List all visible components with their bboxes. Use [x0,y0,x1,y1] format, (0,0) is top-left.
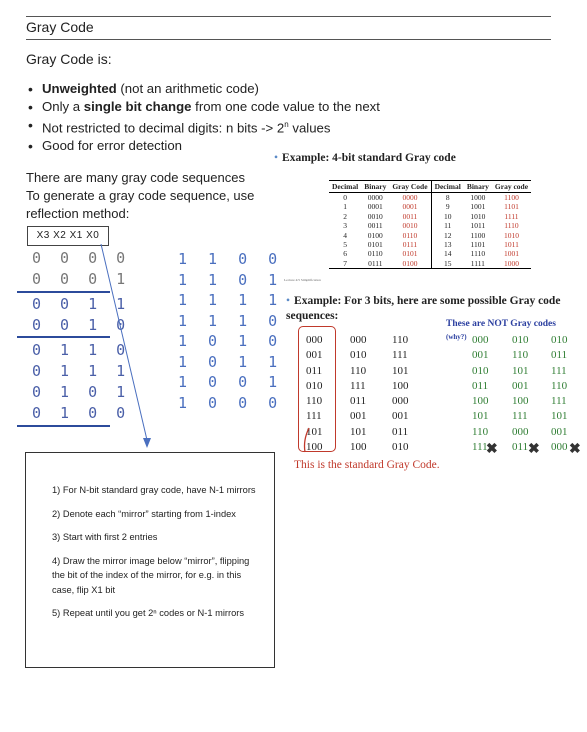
table-cell: 1100 [470,230,486,240]
table-cell: 1111 [504,211,519,221]
bullet-item: • Only a single bit change from one code value to the next [26,98,380,116]
table-cell: 0010 [402,221,418,231]
code-row: 010 [551,334,568,346]
table-cell: 1010 [503,230,519,240]
table-cell: 1010 [470,211,486,221]
table-cell: 3 [343,221,347,231]
bullet-item: • Good for error detection [26,137,380,155]
table-cell: 0111 [361,259,389,269]
table-header: Gray Code [389,181,431,193]
table-cell: 2 [343,211,347,221]
code-row: 001 [392,410,409,423]
table-cell: 0100 [389,259,431,269]
code-row: 1 0 1 1 [178,352,284,371]
code-row: 010 [392,441,409,454]
table-row [329,193,531,203]
standard-gray-code-note: This is the standard Gray Code. [294,459,440,471]
code-row: 111 [512,410,528,423]
table-cell: 1100 [504,193,519,202]
lecture-footer: Lecture 4/5 Simplification [284,278,321,282]
code-row: 0 1 1 0 [32,341,131,359]
example2-title: • Example: For 3 bits, here are some possible Gray code sequences: [286,295,561,322]
code-row: 111 [551,395,567,408]
code-row: 101 [512,364,529,377]
table-cell: 0011 [402,211,418,221]
table-cell: 0110 [402,230,418,240]
code-row: 0 1 0 0 [32,404,131,422]
bullet-dot-icon: • [274,152,279,164]
code-row: 111 [472,441,488,454]
code-row: 011 [392,425,409,438]
code-row: 110 [512,349,529,362]
step-item: 1) For N-bit standard gray code, have N-1 mirrors [52,485,256,495]
table-cell: 1001 [470,202,486,212]
table-cell: 1000 [492,259,531,269]
table-cell: 1001 [503,249,519,259]
code-row: 001 [551,425,568,438]
bullet-item: • Not restricted to decimal digits: n bits -> $2^n$ values [26,116,380,137]
table-header: Gray code [492,181,531,193]
code-row: 100 [350,441,367,454]
code-row: 100 [472,395,489,408]
bullet-item: • Unweighted (not an arithmetic code) [26,80,380,98]
x-mark-icon: ✖ [569,440,581,456]
code-row: 010 [512,334,529,346]
top-rule [26,16,551,17]
why-label: (why?) [446,333,467,341]
code-row: 0 0 1 0 [32,316,131,334]
code-row: 010 [472,364,489,377]
gray-code-table [329,180,531,269]
step-item: 2) Denote each “mirror” starting from 1-index [52,508,236,519]
table-row [329,221,531,230]
table-cell: 1110 [470,249,486,259]
table-cell: 0110 [367,249,383,259]
code-row: 0 1 0 1 [32,383,131,401]
steps-list [52,483,262,630]
code-row: 100 [512,395,529,408]
code-row: 010 [306,379,323,392]
code-row: 101 [392,364,409,377]
code-row: 0 0 1 1 [32,295,131,313]
column-header-box: X3 X2 X1 X0 [27,226,109,246]
table-cell: 0101 [402,249,418,259]
code-row: 110 [350,364,367,377]
code-row: 0 0 0 1 [32,270,131,288]
table-header: Decimal [329,181,361,193]
code-row: 1 1 1 1 [178,291,284,309]
pointer-line [295,420,325,460]
code-row: 000 [472,334,489,346]
code-row: 111 [306,410,322,423]
gray-code-column-2 [350,333,367,455]
x-mark-icon: ✖ [528,440,540,456]
code-row: 111 [551,364,567,377]
table-cell: 4 [343,230,347,240]
table-header: Binary [464,181,492,193]
table-cell: 1011 [470,221,486,231]
table-cell: 10 [431,212,464,221]
table-cell: 0000 [367,193,383,202]
table-cell: 0001 [367,202,383,212]
table-cell: 6 [343,249,347,259]
table-cell: 0111 [402,240,418,250]
table-cell: 0001 [402,202,418,212]
table-cell: 9 [431,202,464,211]
code-row: 110 [306,395,323,408]
code-row: 011 [512,441,529,454]
code-row: 0 0 0 0 [32,249,131,267]
table-cell: 0 [343,193,347,202]
table-cell: 8 [431,193,464,203]
code-row: 001 [472,349,489,362]
code-row: 000 [350,334,367,346]
table-cell: 1 [343,202,347,212]
code-row: 100 [392,379,409,392]
code-row: 001 [512,379,529,392]
table-header: Binary [361,181,389,193]
example1-title: • Example: 4-bit standard Gray code [274,152,456,164]
table-row [329,202,531,211]
table-cell: 0011 [367,221,383,231]
table-cell: 1101 [504,202,519,212]
code-row: 101 [472,410,489,423]
code-row: 1 0 1 0 [178,332,284,350]
title-rule [26,39,551,40]
code-row: 001 [306,349,323,362]
table-row [329,240,531,249]
table-cell: 1101 [470,240,486,250]
bullet-list [26,80,380,155]
code-row: 101 [551,410,568,423]
code-row: 1 1 0 0 [178,250,284,268]
table-cell: 14 [431,249,464,258]
code-row: 1 0 0 0 [178,393,284,412]
table-cell: 11 [431,221,464,230]
not-gray-label: These are NOT Gray codes [446,319,556,329]
table-cell: 7 [329,259,361,269]
table-row [329,212,531,221]
code-row: 110 [551,379,568,392]
code-row: 011 [350,395,367,408]
table-cell: 1000 [470,193,486,202]
table-cell: 15 [431,259,464,269]
step-item: 3) Start with first 2 entries [52,532,158,542]
code-row: 000 [392,395,409,408]
code-row: 011 [551,349,568,362]
code-row: 1 1 0 1 [178,270,284,289]
code-row: 010 [350,349,367,362]
arrow-icon [95,244,155,454]
table-cell: 0101 [367,240,383,250]
code-row: 1 0 0 1 [178,373,284,391]
gray-code-column-3 [392,333,409,455]
table-cell: 13 [431,240,464,249]
table-cell: 1011 [504,240,519,250]
table-header: Decimal [431,181,464,193]
bullet-dot-icon: • [286,295,291,307]
code-row: 1 1 1 0 [178,311,284,330]
code-row: 000 [551,441,568,454]
table-cell: 1111 [464,259,492,269]
page-title: Gray Code [26,19,94,35]
step-item: 5) Repeat until you get 2ⁿ codes or N-1 mirrors [52,608,244,618]
not-gray-column-2 [512,333,529,455]
reflection-paragraph: There are many gray code sequences To generate a gray code sequence, use reflection method: [26,170,255,221]
code-row: 011 [472,379,489,392]
code-row: 110 [392,334,409,346]
table-cell: 0000 [402,193,418,202]
code-row: 000 [512,425,529,438]
not-gray-column-3 [551,333,568,455]
right-codes [178,249,283,413]
code-row: 000 [306,334,323,346]
intro-text: Gray Code is: [26,51,112,67]
code-row: 0 1 1 1 [32,362,131,380]
code-row: 011 [306,364,323,377]
code-row: 101 [306,425,323,438]
table-cell: 5 [343,240,347,250]
table-row [329,259,531,269]
table-cell: 12 [431,231,464,240]
code-row: 110 [472,425,489,438]
code-row: 111 [350,379,366,392]
x-mark-icon: ✖ [486,440,498,456]
not-gray-column-1 [472,333,489,455]
code-row: 100 [306,441,323,454]
table-cell: 1110 [504,221,519,231]
code-row: 111 [392,349,408,362]
table-cell: 0010 [367,211,383,221]
code-row: 101 [350,425,367,438]
table-cell: 0100 [367,230,383,240]
step-item: 4) Draw the mirror image below “mirror”, flipping the bit of the index of the mirror, for e.g. in this case, flip X1 bit [52,555,250,595]
code-row: 001 [350,410,367,423]
table-row [329,249,531,258]
table-row [329,231,531,240]
